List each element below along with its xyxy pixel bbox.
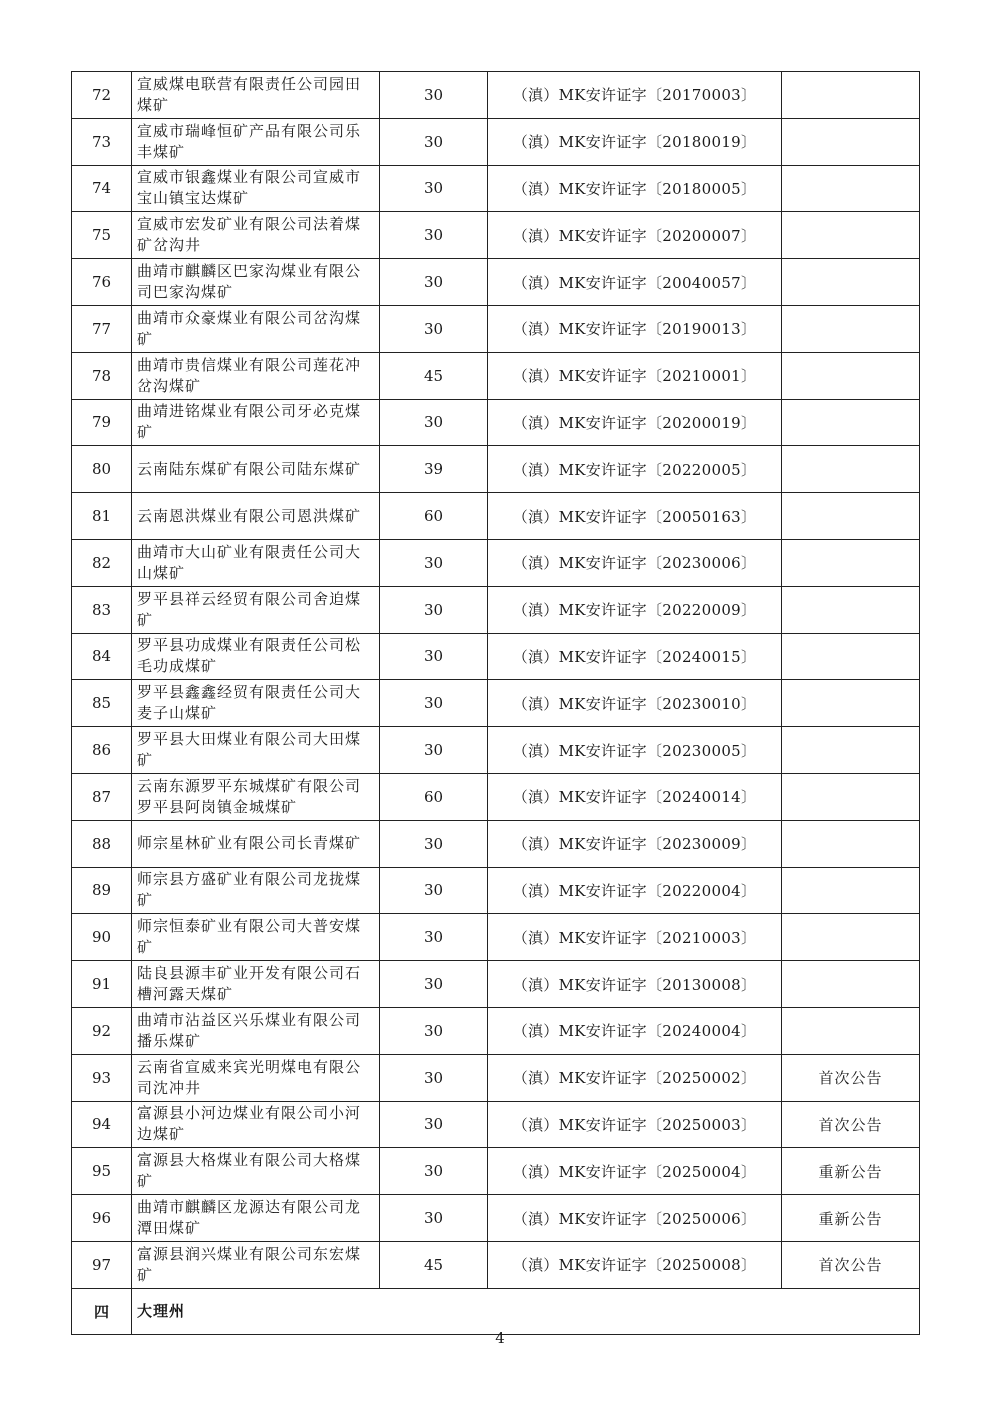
license-number-cell: （滇）MK安许证字〔20130008〕 (488, 961, 782, 1008)
license-number-cell: （滇）MK安许证字〔20250004〕 (488, 1148, 782, 1195)
row-number-cell: 86 (72, 727, 132, 774)
capacity-cell: 30 (380, 680, 488, 727)
note-cell (782, 586, 920, 633)
note-cell (782, 118, 920, 165)
license-number-cell: （滇）MK安许证字〔20190013〕 (488, 305, 782, 352)
table-row (72, 1054, 920, 1101)
section-number: 四 (72, 1288, 132, 1334)
row-number-cell: 73 (72, 118, 132, 165)
mine-name-cell: 宣威煤电联营有限责任公司园田煤矿 (132, 72, 380, 119)
mine-name-cell: 曲靖市沾益区兴乐煤业有限公司播乐煤矿 (132, 1007, 380, 1054)
mine-name-cell: 罗平县鑫鑫经贸有限责任公司大麦子山煤矿 (132, 680, 380, 727)
license-number-cell: （滇）MK安许证字〔20050163〕 (488, 493, 782, 540)
row-number-cell: 95 (72, 1148, 132, 1195)
license-number-cell: （滇）MK安许证字〔20220004〕 (488, 867, 782, 914)
table-row (72, 493, 920, 540)
mine-name-cell: 罗平县大田煤业有限公司大田煤矿 (132, 727, 380, 774)
license-number-cell: （滇）MK安许证字〔20250003〕 (488, 1101, 782, 1148)
capacity-cell: 30 (380, 165, 488, 212)
note-cell (782, 867, 920, 914)
permit-table (71, 71, 920, 1335)
capacity-cell: 30 (380, 1101, 488, 1148)
mine-name-cell: 曲靖市众豪煤业有限公司岔沟煤矿 (132, 305, 380, 352)
license-number-cell: （滇）MK安许证字〔20220009〕 (488, 586, 782, 633)
row-number-cell: 80 (72, 446, 132, 493)
table-row (72, 680, 920, 727)
row-number-cell: 84 (72, 633, 132, 680)
table-row (72, 1241, 920, 1288)
mine-name-cell: 富源县润兴煤业有限公司东宏煤矿 (132, 1241, 380, 1288)
note-cell (782, 1007, 920, 1054)
license-number-cell: （滇）MK安许证字〔20180019〕 (488, 118, 782, 165)
row-number-cell: 94 (72, 1101, 132, 1148)
capacity-cell: 30 (380, 1148, 488, 1195)
note-cell (782, 820, 920, 867)
note-cell: 首次公告 (782, 1101, 920, 1148)
capacity-cell: 60 (380, 493, 488, 540)
note-cell (782, 680, 920, 727)
capacity-cell: 30 (380, 212, 488, 259)
license-number-cell: （滇）MK安许证字〔20200019〕 (488, 399, 782, 446)
table-row (72, 399, 920, 446)
mine-name-cell: 曲靖市贵信煤业有限公司莲花冲岔沟煤矿 (132, 352, 380, 399)
table-row (72, 773, 920, 820)
capacity-cell: 30 (380, 586, 488, 633)
row-number-cell: 93 (72, 1054, 132, 1101)
note-cell (782, 727, 920, 774)
capacity-cell: 30 (380, 727, 488, 774)
note-cell (782, 165, 920, 212)
capacity-cell: 39 (380, 446, 488, 493)
table-row (72, 446, 920, 493)
license-number-cell: （滇）MK安许证字〔20180005〕 (488, 165, 782, 212)
row-number-cell: 89 (72, 867, 132, 914)
capacity-cell: 45 (380, 352, 488, 399)
table-row (72, 212, 920, 259)
row-number-cell: 75 (72, 212, 132, 259)
license-number-cell: （滇）MK安许证字〔20230009〕 (488, 820, 782, 867)
note-cell (782, 493, 920, 540)
row-number-cell: 92 (72, 1007, 132, 1054)
mine-name-cell: 富源县大格煤业有限公司大格煤矿 (132, 1148, 380, 1195)
mine-name-cell: 宣威市银鑫煤业有限公司宣威市宝山镇宝达煤矿 (132, 165, 380, 212)
row-number-cell: 81 (72, 493, 132, 540)
table-row (72, 259, 920, 306)
table-row (72, 539, 920, 586)
license-number-cell: （滇）MK安许证字〔20220005〕 (488, 446, 782, 493)
row-number-cell: 85 (72, 680, 132, 727)
row-number-cell: 72 (72, 72, 132, 119)
table-row (72, 914, 920, 961)
capacity-cell: 30 (380, 961, 488, 1008)
mine-name-cell: 云南东源罗平东城煤矿有限公司罗平县阿岗镇金城煤矿 (132, 773, 380, 820)
license-number-cell: （滇）MK安许证字〔20170003〕 (488, 72, 782, 119)
license-number-cell: （滇）MK安许证字〔20240015〕 (488, 633, 782, 680)
row-number-cell: 83 (72, 586, 132, 633)
note-cell: 首次公告 (782, 1241, 920, 1288)
row-number-cell: 97 (72, 1241, 132, 1288)
mine-name-cell: 师宗恒泰矿业有限公司大普安煤矿 (132, 914, 380, 961)
capacity-cell: 60 (380, 773, 488, 820)
note-cell: 重新公告 (782, 1148, 920, 1195)
mine-name-cell: 云南恩洪煤业有限公司恩洪煤矿 (132, 493, 380, 540)
table-row (72, 867, 920, 914)
capacity-cell: 30 (380, 914, 488, 961)
capacity-cell: 30 (380, 820, 488, 867)
table-row (72, 727, 920, 774)
mine-name-cell: 曲靖市麒麟区巴家沟煤业有限公司巴家沟煤矿 (132, 259, 380, 306)
row-number-cell: 79 (72, 399, 132, 446)
license-number-cell: （滇）MK安许证字〔20230005〕 (488, 727, 782, 774)
table-row (72, 1007, 920, 1054)
license-number-cell: （滇）MK安许证字〔20230006〕 (488, 539, 782, 586)
note-cell (782, 72, 920, 119)
note-cell (782, 446, 920, 493)
table-row (72, 1195, 920, 1242)
capacity-cell: 30 (380, 539, 488, 586)
note-cell (782, 259, 920, 306)
mine-name-cell: 云南省宣威来宾光明煤电有限公司沈冲井 (132, 1054, 380, 1101)
note-cell (782, 773, 920, 820)
note-cell (782, 305, 920, 352)
table-row (72, 586, 920, 633)
license-number-cell: （滇）MK安许证字〔20210003〕 (488, 914, 782, 961)
note-cell: 首次公告 (782, 1054, 920, 1101)
table-row (72, 118, 920, 165)
section-title: 大理州 (132, 1288, 920, 1334)
row-number-cell: 76 (72, 259, 132, 306)
row-number-cell: 90 (72, 914, 132, 961)
note-cell (782, 633, 920, 680)
license-number-cell: （滇）MK安许证字〔20240004〕 (488, 1007, 782, 1054)
note-cell (782, 399, 920, 446)
mine-name-cell: 罗平县祥云经贸有限公司舍迫煤矿 (132, 586, 380, 633)
capacity-cell: 30 (380, 1054, 488, 1101)
mine-name-cell: 富源县小河边煤业有限公司小河边煤矿 (132, 1101, 380, 1148)
mine-name-cell: 师宗县方盛矿业有限公司龙拢煤矿 (132, 867, 380, 914)
capacity-cell: 45 (380, 1241, 488, 1288)
note-cell (782, 961, 920, 1008)
note-cell (782, 539, 920, 586)
row-number-cell: 91 (72, 961, 132, 1008)
table-row (72, 633, 920, 680)
capacity-cell: 30 (380, 305, 488, 352)
license-number-cell: （滇）MK安许证字〔20240014〕 (488, 773, 782, 820)
mine-name-cell: 云南陆东煤矿有限公司陆东煤矿 (132, 446, 380, 493)
mine-name-cell: 曲靖市大山矿业有限责任公司大山煤矿 (132, 539, 380, 586)
license-number-cell: （滇）MK安许证字〔20250002〕 (488, 1054, 782, 1101)
capacity-cell: 30 (380, 399, 488, 446)
mine-name-cell: 宣威市宏发矿业有限公司法着煤矿岔沟井 (132, 212, 380, 259)
mine-name-cell: 曲靖市麒麟区龙源达有限公司龙潭田煤矿 (132, 1195, 380, 1242)
mine-name-cell: 师宗星林矿业有限公司长青煤矿 (132, 820, 380, 867)
permit-table-body (72, 72, 920, 1335)
mine-name-cell: 宣威市瑞峰恒矿产品有限公司乐丰煤矿 (132, 118, 380, 165)
license-number-cell: （滇）MK安许证字〔20040057〕 (488, 259, 782, 306)
section-row (72, 1288, 920, 1334)
row-number-cell: 82 (72, 539, 132, 586)
table-row (72, 352, 920, 399)
capacity-cell: 30 (380, 633, 488, 680)
capacity-cell: 30 (380, 1195, 488, 1242)
capacity-cell: 30 (380, 867, 488, 914)
mine-name-cell: 罗平县功成煤业有限责任公司松毛功成煤矿 (132, 633, 380, 680)
table-row (72, 72, 920, 119)
table-row (72, 165, 920, 212)
row-number-cell: 88 (72, 820, 132, 867)
license-number-cell: （滇）MK安许证字〔20200007〕 (488, 212, 782, 259)
note-cell (782, 212, 920, 259)
license-number-cell: （滇）MK安许证字〔20250008〕 (488, 1241, 782, 1288)
row-number-cell: 78 (72, 352, 132, 399)
row-number-cell: 74 (72, 165, 132, 212)
page-number: 4 (495, 1329, 505, 1347)
note-cell (782, 914, 920, 961)
table-row (72, 820, 920, 867)
capacity-cell: 30 (380, 118, 488, 165)
table-row (72, 1101, 920, 1148)
table-row (72, 305, 920, 352)
note-cell: 重新公告 (782, 1195, 920, 1242)
note-cell (782, 352, 920, 399)
row-number-cell: 87 (72, 773, 132, 820)
capacity-cell: 30 (380, 72, 488, 119)
license-number-cell: （滇）MK安许证字〔20230010〕 (488, 680, 782, 727)
capacity-cell: 30 (380, 259, 488, 306)
row-number-cell: 77 (72, 305, 132, 352)
license-number-cell: （滇）MK安许证字〔20210001〕 (488, 352, 782, 399)
capacity-cell: 30 (380, 1007, 488, 1054)
mine-name-cell: 陆良县源丰矿业开发有限公司石槽河露天煤矿 (132, 961, 380, 1008)
license-number-cell: （滇）MK安许证字〔20250006〕 (488, 1195, 782, 1242)
mine-name-cell: 曲靖进铭煤业有限公司牙必克煤矿 (132, 399, 380, 446)
table-row (72, 1148, 920, 1195)
table-row (72, 961, 920, 1008)
row-number-cell: 96 (72, 1195, 132, 1242)
